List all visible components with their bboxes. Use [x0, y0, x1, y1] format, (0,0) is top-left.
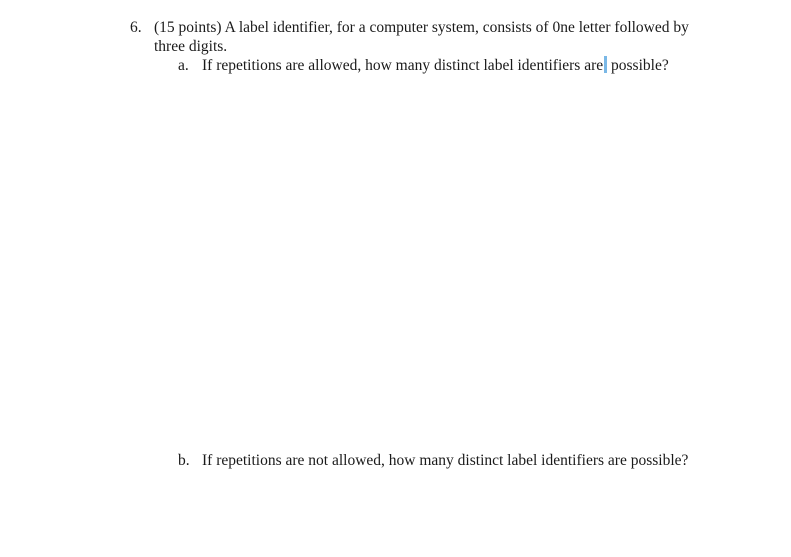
question-a-letter: a. [178, 57, 189, 74]
problem-number: 6. [130, 19, 142, 36]
problem-row [130, 18, 690, 56]
question-b-text: If repetitions are not allowed, how many distinct label identifiers are possible? [202, 452, 689, 469]
problem-6 [130, 18, 690, 56]
question-a-body[interactable] [202, 56, 698, 75]
question-b-body[interactable] [202, 451, 698, 470]
question-a [178, 56, 698, 75]
question-b-letter: b. [178, 452, 190, 469]
problem-statement: A label identifier, for a computer system, consists of 0ne letter followed by three digits. [154, 19, 689, 55]
question-a-text: If repetitions are allowed, how many distinct label identifiers are possible? [202, 57, 669, 74]
text-cursor [604, 56, 607, 73]
problem-points: (15 points) [154, 19, 222, 36]
problem-statement-block [154, 18, 690, 56]
question-b [178, 451, 698, 470]
